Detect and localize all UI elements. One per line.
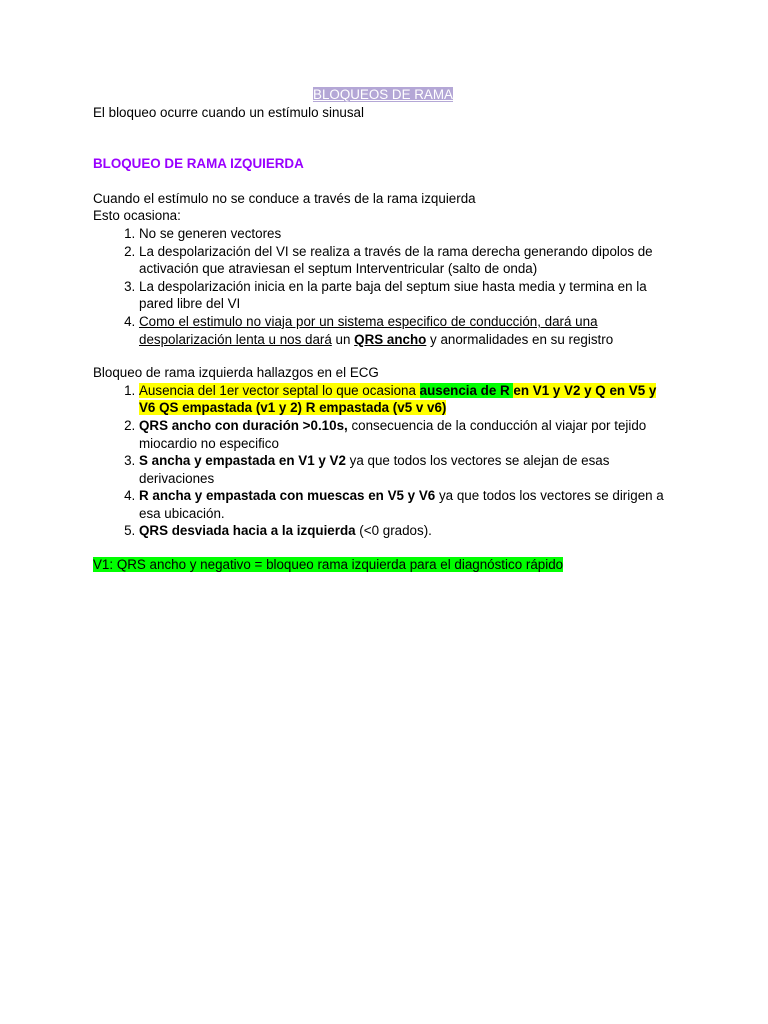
list-item: 5. QRS desviada hacia a la izquierda (<0 grados). [139,522,673,540]
underlined-text: Como el estimulo no viaja por un sistema especifico de conducción, dará una despolarización lenta u nos dará [139,313,598,347]
causes-list [93,225,673,348]
list-item: 2. La despolarización del VI se realiza a través de la rama derecha generando dipolos de activación que atraviesan el septum Interventricular (salto de onda) [139,243,673,278]
findings-title: Bloqueo de rama izquierda hallazgos en el ECG [93,365,379,381]
cause-line: Cuando el estímulo no se conduce a través de la rama izquierda [93,190,476,206]
green-highlight: ausencia de R [419,382,514,398]
summary-text: V1: QRS ancho y negativo = bloqueo rama izquierda para el diagnóstico rápido [93,557,564,573]
document-page [93,86,673,574]
list-item: 1. Ausencia del 1er vector septal lo que ocasiona ausencia de R en V1 y V2 y Q en V5 y V6 QS empastada (v1 y 2) R empastada (v5 v v6) [139,382,673,417]
esto-ocasiona: Esto ocasiona: [93,208,181,224]
summary-line [93,556,673,574]
findings-list [93,382,673,540]
page-title: BLOQUEOS DE RAMA [313,87,453,102]
list-item: 4. R ancha y empastada con muescas en V5 y V6 ya que todos los vectores se dirigen a esa ubicación. [139,487,673,522]
intro-text: El bloqueo ocurre cuando un estímulo sinusal [93,104,364,120]
list-item: 2. QRS ancho con duración >0.10s, consecuencia de la conducción al viajar por tejido miocardio no especifico [139,417,673,452]
title-line [93,86,673,104]
list-item: 4. Como el estimulo no viaja por un sistema especifico de conducción, dará una despolarización lenta u nos dará un QRS ancho y anormalidades en su registro [139,313,673,348]
list-item: 3. S ancha y empastada en V1 y V2 ya que todos los vectores se alejan de esas derivaciones [139,452,673,487]
qrs-ancho-emphasis: QRS ancho [354,331,427,347]
yellow-highlight: en V1 y V2 y Q en V5 y V6 QS empastada (v1 y 2) R empastada (v5 v v6) [139,382,657,416]
section-heading: BLOQUEO DE RAMA IZQUIERDA [93,156,304,172]
list-item: 3. La despolarización inicia en la parte baja del septum siue hasta media y termina en la pared libre del VI [139,278,673,313]
list-item: 1. No se generen vectores [139,225,673,243]
